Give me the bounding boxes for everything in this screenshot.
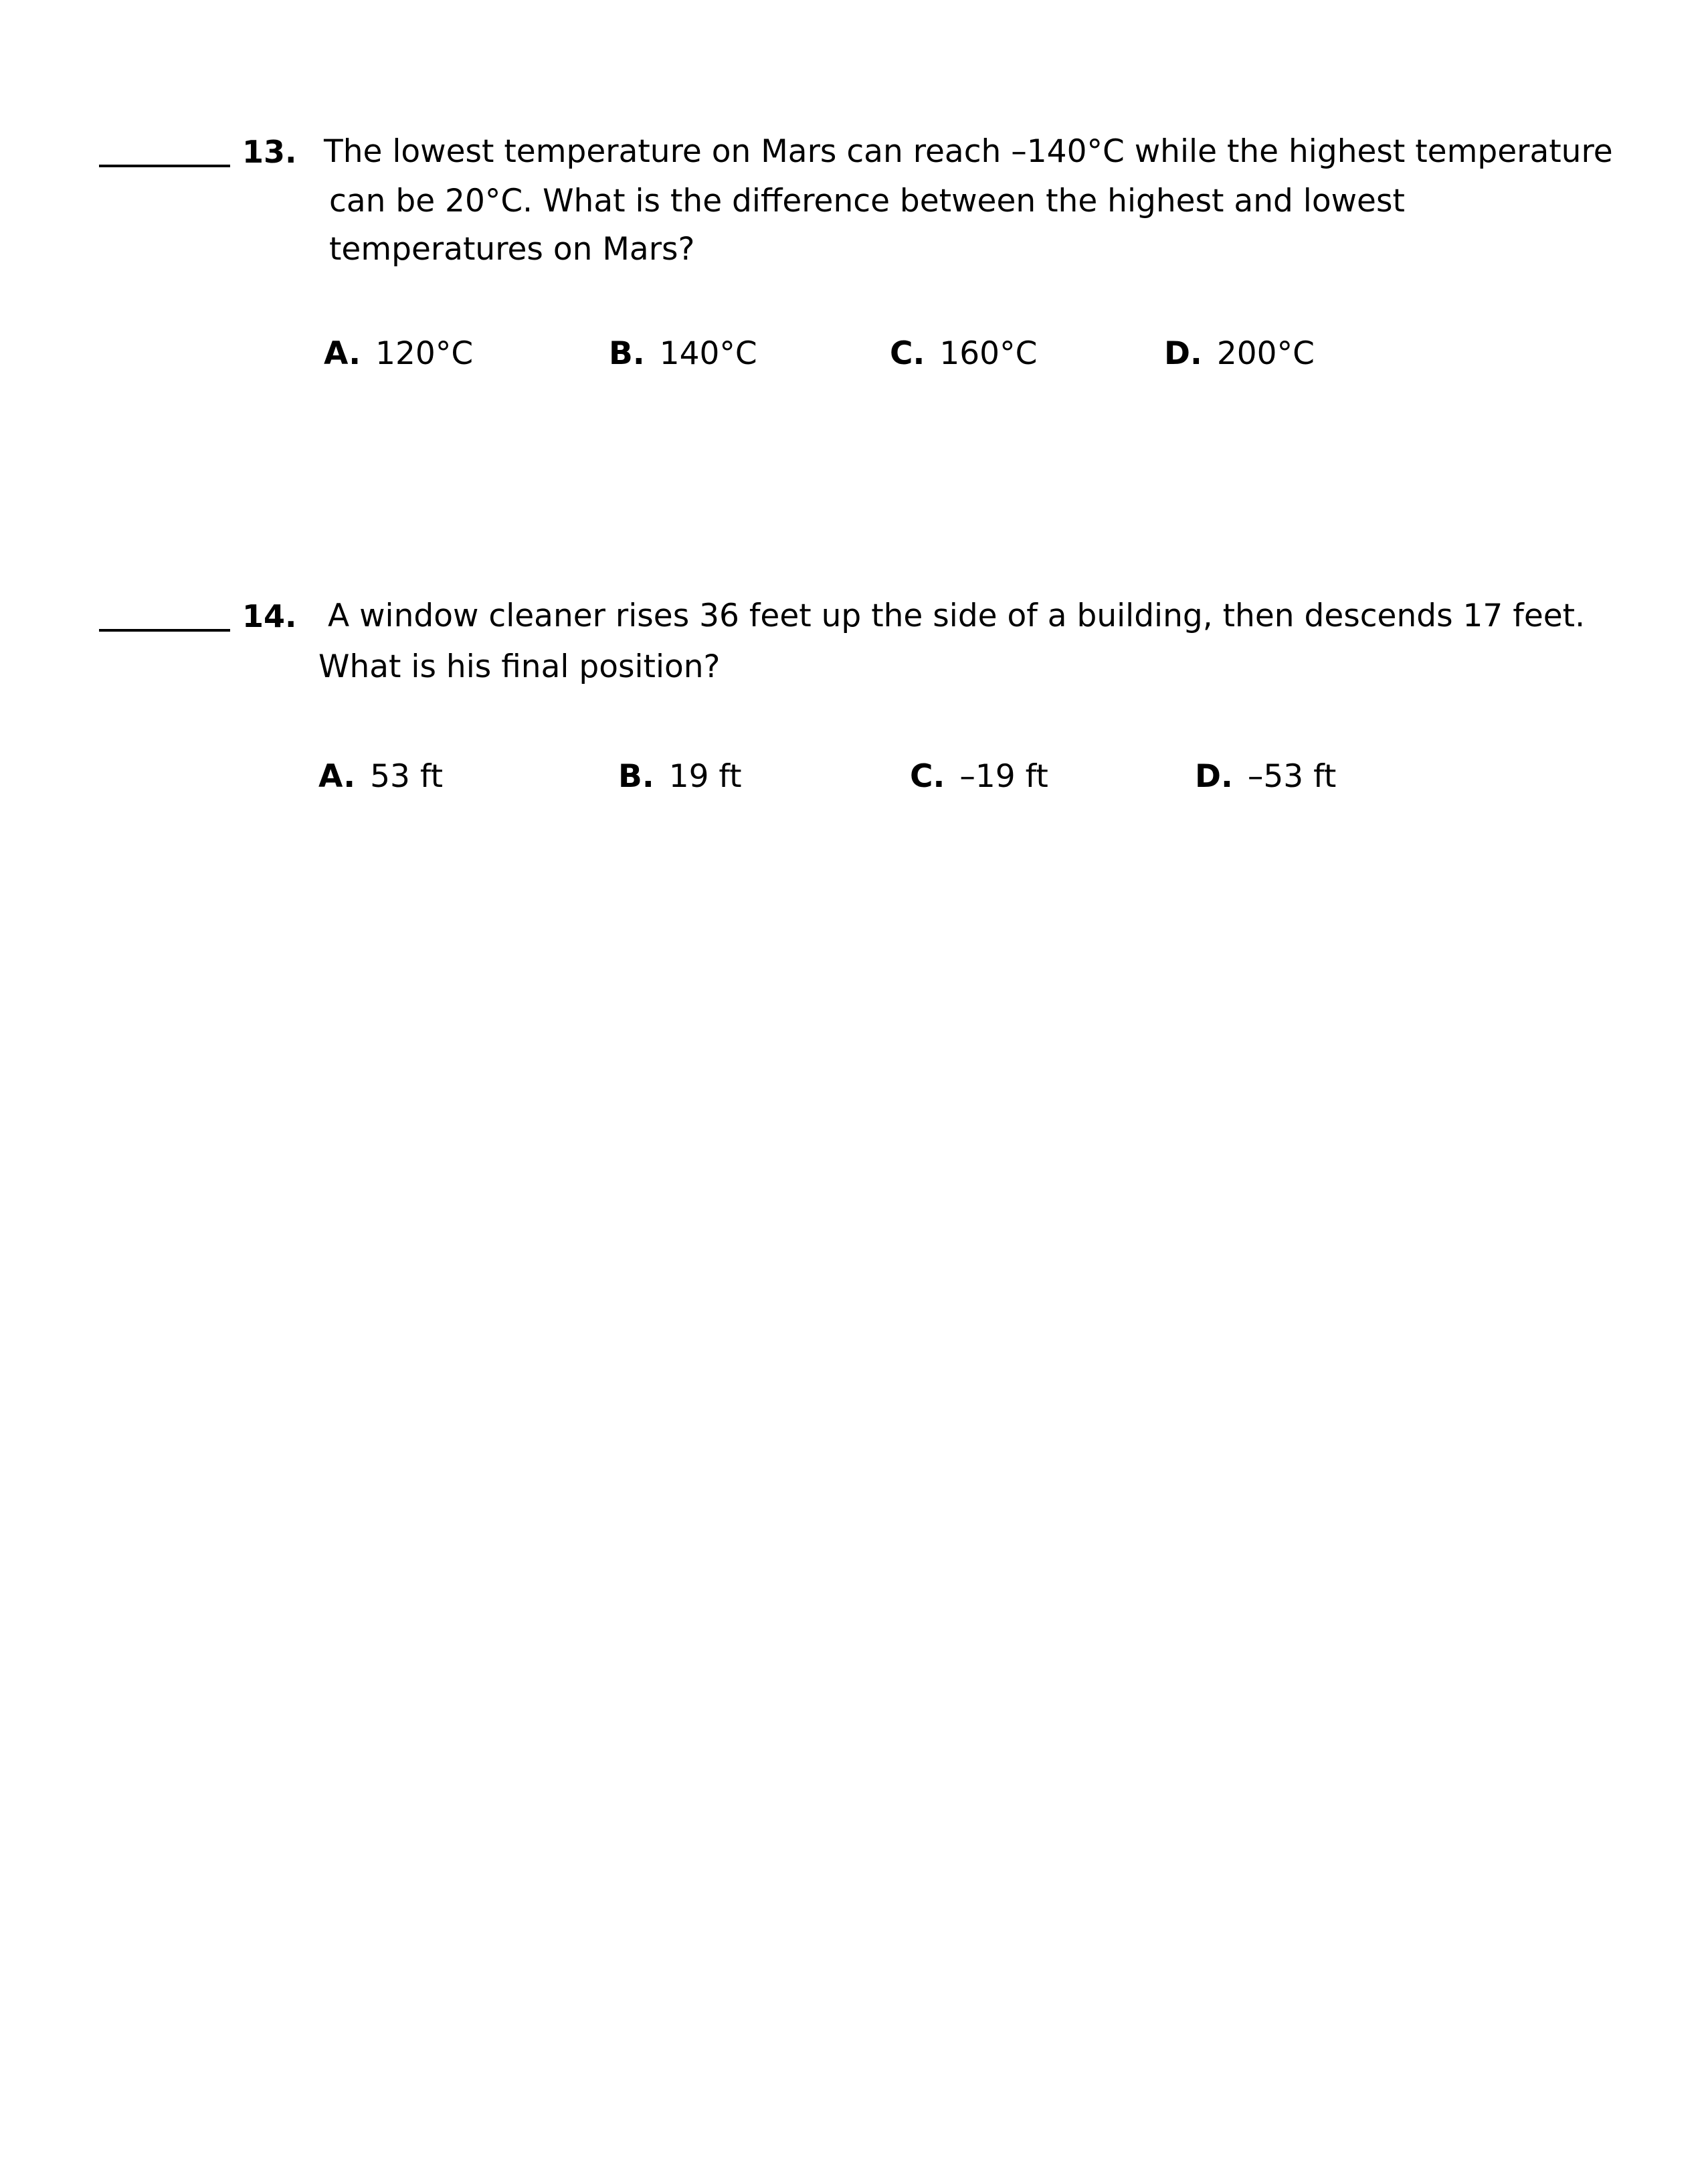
choice-text: 53 ft: [370, 758, 444, 795]
question-number: 13.: [242, 134, 297, 170]
question-text-line: A window cleaner rises 36 feet up the side of a building, then descends 17 feet.: [328, 598, 1586, 634]
choice-letter: D.: [1164, 335, 1202, 372]
choice-text: 160°C: [939, 335, 1038, 372]
answer-blank[interactable]: [99, 165, 230, 167]
choice-letter: A.: [318, 758, 356, 795]
choice-c[interactable]: [910, 752, 1048, 802]
choice-text: 200°C: [1216, 335, 1315, 372]
choice-letter: A.: [324, 335, 361, 372]
choice-text: –53 ft: [1247, 758, 1337, 795]
choice-b[interactable]: [618, 752, 742, 802]
question-text-line: What is his final position?: [318, 648, 721, 685]
choice-d[interactable]: [1164, 329, 1315, 379]
choice-text: 120°C: [375, 335, 474, 372]
choice-b[interactable]: [609, 329, 757, 379]
question-text-line: The lowest temperature on Mars can reach –140°C while the highest temperature: [324, 133, 1613, 170]
question-text-line: can be 20°C. What is the difference between the highest and lowest: [329, 183, 1405, 219]
choice-letter: B.: [618, 758, 654, 795]
choice-text: 19 ft: [668, 758, 742, 795]
choice-letter: C.: [890, 335, 925, 372]
question-text-line: temperatures on Mars?: [329, 231, 695, 268]
choice-text: 140°C: [659, 335, 757, 372]
choice-letter: C.: [910, 758, 945, 795]
choice-a[interactable]: [324, 329, 473, 379]
answer-blank[interactable]: [99, 629, 230, 632]
choice-a[interactable]: [318, 752, 443, 802]
choice-letter: B.: [609, 335, 645, 372]
choice-letter: D.: [1195, 758, 1233, 795]
choice-c[interactable]: [890, 329, 1037, 379]
choice-text: –19 ft: [959, 758, 1048, 795]
choice-d[interactable]: [1195, 752, 1336, 802]
question-number: 14.: [242, 598, 297, 634]
